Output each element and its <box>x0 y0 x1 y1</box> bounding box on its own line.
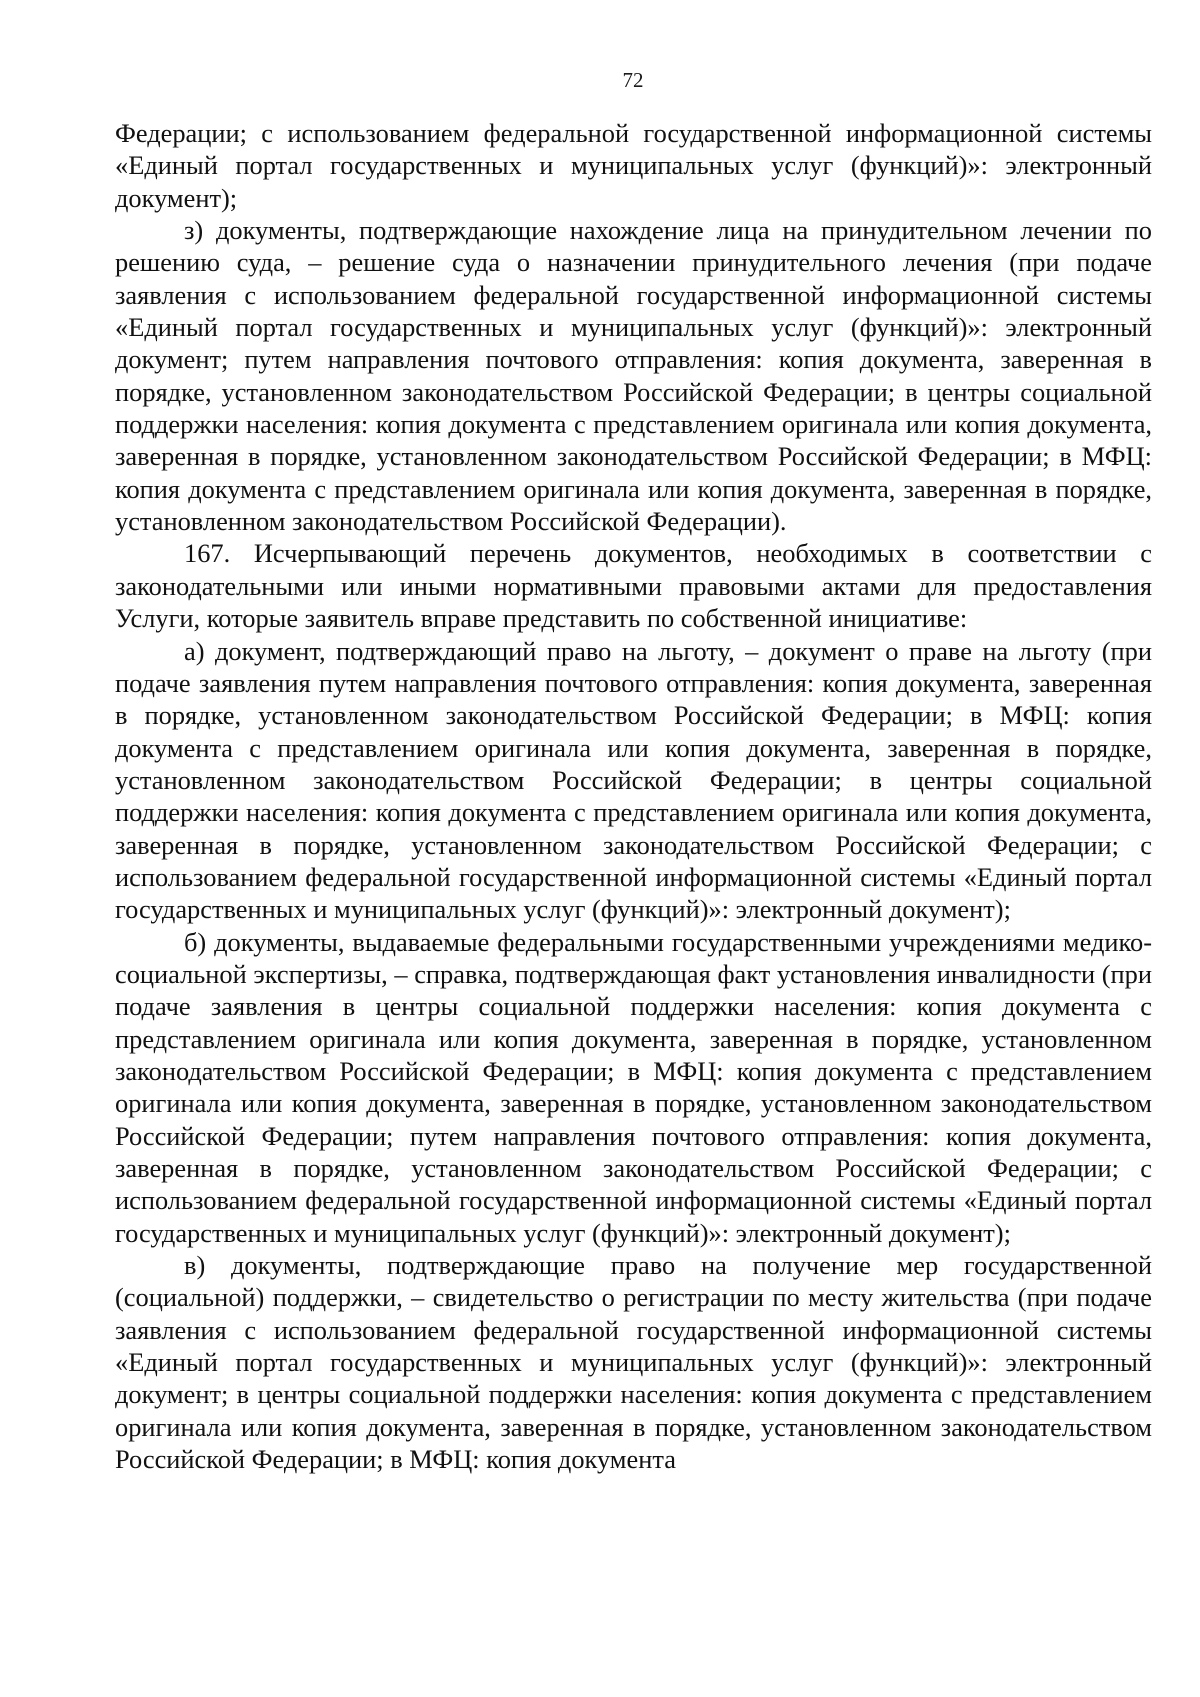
document-body <box>115 117 1152 1475</box>
paragraph-continuation: Федерации; с использованием федеральной государственной информационной системы «Единый портал государственных и муниципальных услуг (функций)»: электронный документ); <box>115 118 1152 213</box>
paragraph-item-b: б) документы, выдаваемые федеральными государственными учреждениями медико-социальной экспертизы, – справка, подтверждающая факт установления инвалидности (при подаче заявления в центры социальной поддержки населения: копия документа с представлением оригинала или копия документа, заверенная в порядке, установленном законодательством Российской Федерации; в МФЦ: копия документа с представлением оригинала или копия документа, заверенная в порядке, установленном законодательством Российской Федерации; путем направления почтового отправления: копия документа, заверенная в порядке, установленном законодательством Российской Федерации; с использованием федеральной государственной информационной системы «Единый портал государственных и муниципальных услуг (функций)»: электронный документ); <box>115 926 1152 1248</box>
paragraph-item-v: в) документы, подтверждающие право на получение мер государственной (социальной) поддержки, – свидетельство о регистрации по месту жительства (при подаче заявления с использованием федеральной государственной информационной системы «Единый портал государственных и муниципальных услуг (функций)»: электронный документ; в центры социальной поддержки населения: копия документа с представлением оригинала или копия документа, заверенная в порядке, установленном законодательством Российской Федерации; в МФЦ: копия документа <box>115 1250 1152 1475</box>
paragraph-167: 167. Исчерпывающий перечень документов, необходимых в соответствии с законодательными или иными нормативными правовыми актами для предоставления Услуги, которые заявитель вправе представить по собственной инициативе: <box>115 538 1152 634</box>
paragraph-item-z: з) документы, подтверждающие нахождение лица на принудительном лечении по решению суда, – решение суда о назначении принудительного лечения (при подаче заявления с использованием федеральной государственной информационной системы «Единый портал государственных и муниципальных услуг (функций)»: электронный документ; путем направления почтового отправления: копия документа, заверенная в порядке, установленном законодательством Российской Федерации; в центры социальной поддержки населения: копия документа с представлением оригинала или копия документа, заверенная в порядке, установленном законодательством Российской Федерации; в МФЦ: копия документа с представлением оригинала или копия документа, заверенная в порядке, установленном законодательством Российской Федерации). <box>115 215 1152 537</box>
paragraph-item-a: а) документ, подтверждающий право на льготу, – документ о праве на льготу (при подаче заявления путем направления почтового отправления: копия документа, заверенная в порядке, установленном законодательством Российской Федерации; в МФЦ: копия документа с представлением оригинала или копия документа, заверенная в порядке, установленном законодательством Российской Федерации; в центры социальной поддержки населения: копия документа с представлением оригинала или копия документа, заверенная в порядке, установленном законодательством Российской Федерации; с использованием федеральной государственной информационной системы «Единый портал государственных и муниципальных услуг (функций)»: электронный документ); <box>115 635 1152 925</box>
page-number: 72 <box>622 68 644 92</box>
